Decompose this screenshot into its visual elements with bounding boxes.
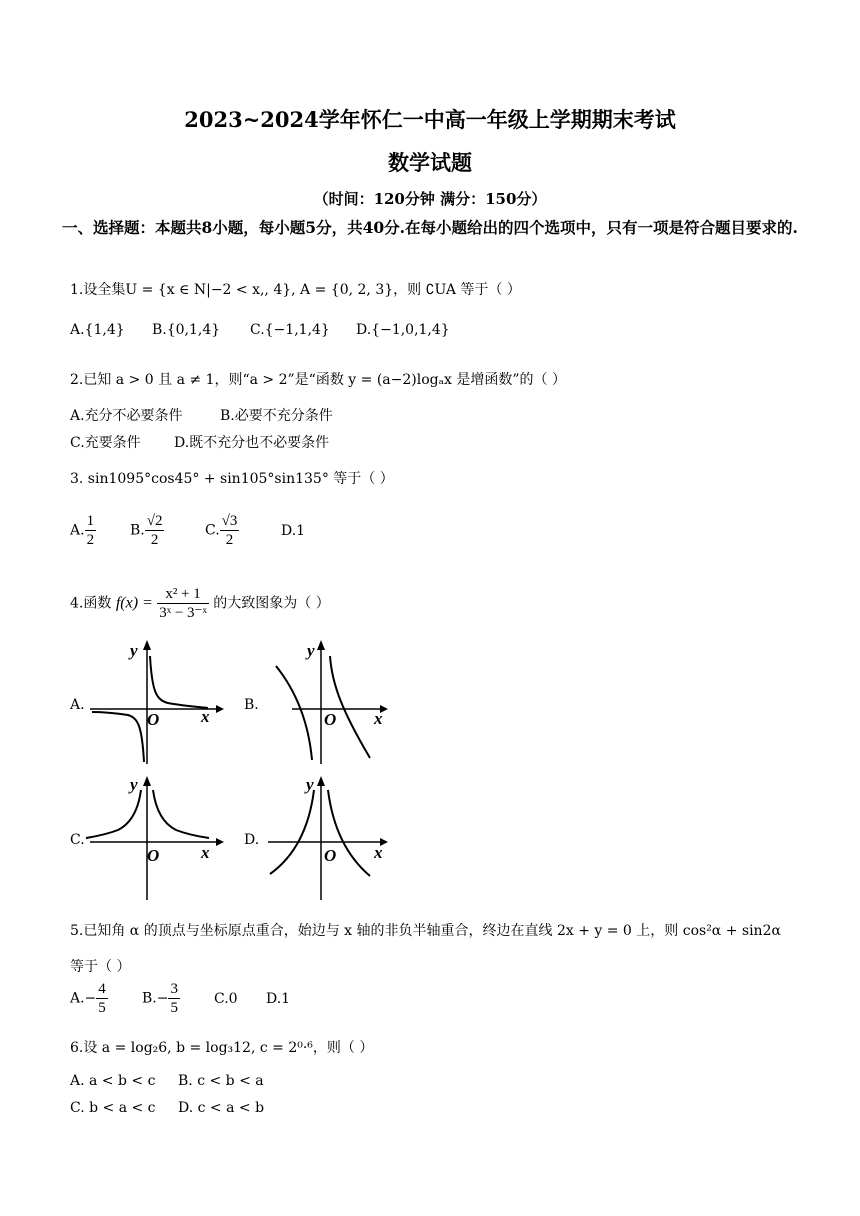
graph-a-label: A.: [70, 697, 85, 713]
graph-c-origin: O: [147, 846, 160, 865]
q4-func-den: 3ˣ − 3⁻ˣ: [159, 605, 207, 621]
q3-b-den: 2: [150, 532, 159, 548]
graph-c-x-label: x: [201, 843, 210, 862]
question-4-stem: [70, 585, 330, 622]
q3-option-a-fraction: [85, 512, 97, 549]
q4-stem-suffix: 的大致图象为（ ）: [213, 595, 330, 612]
q5-b-den: 5: [170, 1000, 178, 1016]
q3-option-c-fraction: [220, 512, 240, 549]
exam-subject: 数学试题: [388, 150, 472, 175]
q2-option-b: B.必要不充分条件: [220, 408, 333, 424]
q5-option-b-fraction: [168, 980, 180, 1017]
q4-function-lhs: f(x) =: [115, 594, 153, 612]
q5-option-a-fraction: [96, 980, 108, 1017]
q6-option-a: A. a < b < c: [70, 1073, 156, 1089]
q3-a-num: 1: [86, 513, 95, 529]
q6-option-b: B. c < b < a: [178, 1073, 264, 1089]
question-6-options-row1: [70, 1073, 264, 1089]
question-3-stem: 3. sin1095°cos45° + sin105°sin135° 等于（ ）: [70, 471, 394, 487]
section-heading: 一、选择题：本题共8小题，每小题5分，共40分.在每小题给出的四个选项中，只有一项是符合题目要求的.: [62, 218, 798, 237]
q4-stem-prefix: 4.函数: [70, 595, 112, 612]
question-5-stem-line2: 等于（ ）: [70, 959, 131, 975]
q3-option-a-prefix: A.: [70, 522, 85, 539]
q6-option-c: C. b < a < c: [70, 1100, 156, 1116]
graph-b-origin: O: [324, 710, 337, 729]
q5-option-a: [70, 980, 142, 1017]
q4-func-num: x² + 1: [157, 585, 209, 604]
graph-c: [84, 772, 224, 902]
q3-option-b-prefix: B.: [130, 522, 145, 539]
graph-b-x-label: x: [374, 709, 383, 728]
graph-d-origin: O: [324, 846, 337, 865]
graph-b-label: B.: [244, 697, 259, 713]
q3-option-d: D.1: [281, 522, 306, 539]
q2-option-a: A.充分不必要条件: [70, 408, 183, 424]
graph-a-origin: O: [147, 710, 160, 729]
q5-option-c: C.0: [214, 990, 238, 1007]
q5-b-num: 3: [170, 981, 178, 997]
question-1-options: [70, 322, 450, 338]
question-6-stem: 6.设 a = log₂6, b = log₃12, c = 2⁰·⁶，则（ ）: [70, 1040, 374, 1056]
exam-title: 2023~2024学年怀仁一中高一年级上学期期末考试: [184, 107, 676, 132]
q4-function-fraction: [157, 585, 209, 622]
q1-option-c: C.{−1,1,4}: [250, 322, 330, 338]
graph-b: [262, 636, 402, 766]
q6-option-d: D. c < a < b: [178, 1100, 265, 1116]
question-5-options: [70, 980, 290, 1017]
q3-option-b: [130, 512, 205, 549]
question-1-stem: 1.设全集U = {x ∈ N|−2 < x,, 4}, A = {0, 2, 3}，则 ∁UA 等于（ ）: [70, 282, 521, 298]
q3-c-num: √3: [221, 513, 238, 529]
q2-option-c: C.充要条件: [70, 435, 141, 451]
graph-a: [84, 636, 224, 766]
graph-d-y-label: y: [306, 775, 314, 794]
question-2-options-row2: [70, 432, 329, 452]
q3-b-num: √2: [146, 513, 163, 529]
graph-c-label: C.: [70, 832, 85, 848]
q3-a-den: 2: [86, 532, 95, 548]
q3-option-a: [70, 512, 130, 549]
q3-c-den: 2: [225, 532, 234, 548]
question-3-options: [70, 512, 305, 549]
exam-info: （时间：120分钟 满分：150分）: [313, 190, 547, 208]
question-5-stem-line1: 5.已知角 α 的顶点与坐标原点重合，始边与 x 轴的非负半轴重合，终边在直线 2x + y = 0 上，则 cos²α + sin2α: [70, 923, 781, 939]
question-2-options-row1: [70, 405, 333, 425]
q5-a-den: 5: [98, 1000, 106, 1016]
q5-option-b-prefix: B.−: [142, 990, 169, 1007]
graph-d-label: D.: [244, 832, 260, 848]
graph-d: [262, 772, 402, 902]
question-6-options-row2: [70, 1100, 264, 1116]
q1-option-b: B.{0,1,4}: [152, 322, 221, 338]
graph-d-x-label: x: [374, 843, 383, 862]
graph-a-y-label: y: [130, 641, 138, 660]
question-2-stem: 2.已知 a > 0 且 a ≠ 1，则“a > 2”是“函数 y = (a−2)logₐx 是增函数”的（ ）: [70, 372, 566, 388]
q3-option-c: [205, 512, 281, 549]
q2-option-d: D.既不充分也不必要条件: [174, 435, 330, 451]
graph-a-x-label: x: [201, 707, 210, 726]
q1-option-d: D.{−1,0,1,4}: [356, 322, 450, 338]
q5-option-a-prefix: A.−: [70, 990, 97, 1007]
graph-c-y-label: y: [130, 775, 138, 794]
q5-option-d: D.1: [266, 990, 291, 1007]
q5-option-b: [142, 980, 214, 1017]
q3-option-c-prefix: C.: [205, 522, 220, 539]
q3-option-b-fraction: [145, 512, 165, 549]
q1-option-a: A.{1,4}: [70, 322, 125, 338]
graph-b-y-label: y: [307, 641, 315, 660]
q5-a-num: 4: [98, 981, 106, 997]
